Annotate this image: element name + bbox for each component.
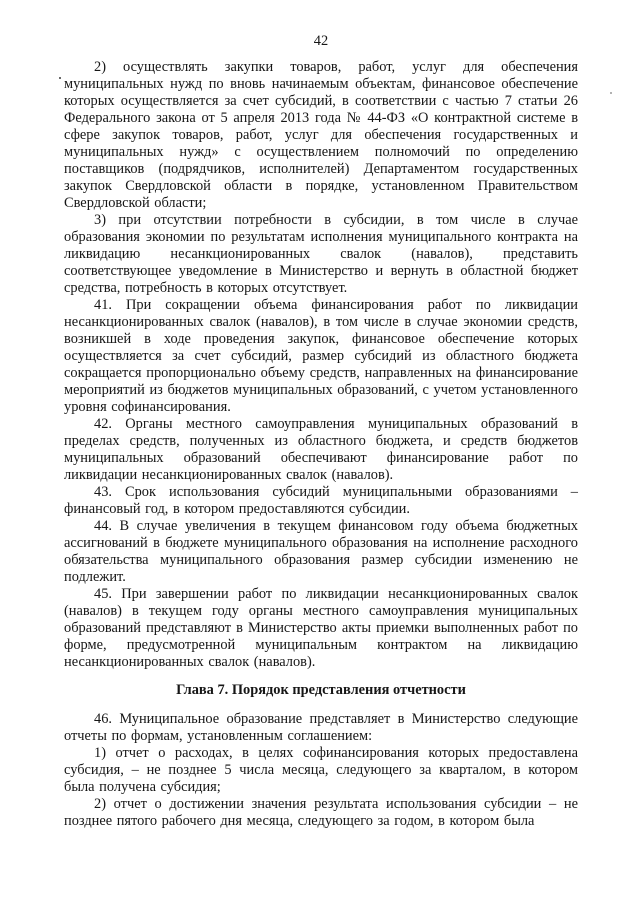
chapter-7-heading: Глава 7. Порядок представления отчетности (176, 682, 466, 698)
paragraph-46: 46. Муниципальное образование представляет в Министерство следующие отчеты по формам, установленным соглашением: (64, 711, 578, 744)
document-body (64, 59, 578, 830)
paragraph-subitem-3: 3) при отсутствии потребности в субсидии, в том числе в случае образования экономии по результатам исполнения муниципального контракта на ликвидацию несанкционированных свалок (навалов), представить соответствующее уведомление в Министерство и вернуть в областной бюджет средства, потребность в которых отсутствует. (64, 212, 578, 296)
paragraph-44: 44. В случае увеличения в текущем финансовом году объема бюджетных ассигнований в бюджете муниципального образования на исполнение расходного обязательства муниципального образования размер субсидии изменению не подлежит. (64, 518, 578, 585)
page-number: 42 (313, 33, 329, 49)
paragraph-subitem-2: 2) осуществлять закупки товаров, работ, услуг для обеспечения муниципальных нужд по вновь начинаемым объектам, финансовое обеспечение которых осуществляется за счет субсидий, в соответствии с частью 7 статьи 26 Федерального закона от 5 апреля 2013 года № 44-ФЗ «О контрактной системе в сфере закупок товаров, работ, услуг для обеспечения государственных и муниципальных нужд» с осуществлением полномочий по определению поставщиков (подрядчиков, исполнителей) Департаментом государственных закупок Свердловской области в порядке, установленном Правительством Свердловской области; (64, 59, 578, 211)
scan-speck (610, 92, 612, 94)
paragraph-43: 43. Срок использования субсидий муниципальными образованиями – финансовый год, в котором предоставляются субсидии. (64, 484, 578, 517)
paragraph-report-1: 1) отчет о расходах, в целях софинансирования которых предоставлена субсидия, – не позднее 5 числа месяца, следующего за кварталом, в котором была получена субсидия; (64, 745, 578, 795)
paragraph-report-2: 2) отчет о достижении значения результата использования субсидии – не позднее пятого рабочего дня месяца, следующего за годом, в котором была (64, 796, 578, 829)
scan-speck (59, 77, 61, 79)
paragraph-45: 45. При завершении работ по ликвидации несанкционированных свалок (навалов) в текущем году органы местного самоуправления муниципальных образований представляют в Министерство акты приемки выполненных работ по форме, предусмотренной муниципальным контрактом на ликвидацию несанкционированных свалок (навалов). (64, 586, 578, 670)
paragraph-42: 42. Органы местного самоуправления муниципальных образований в пределах средств, полученных из областного бюджета, и средств бюджетов муниципальных образований обеспечивают финансирование работ по ликвидации несанкционированных свалок (навалов). (64, 416, 578, 483)
paragraph-41: 41. При сокращении объема финансирования работ по ликвидации несанкционированных свалок (навалов), в том числе в случае экономии средств, возникшей в ходе проведения закупок, финансовое обеспечение которых осуществляется за счет субсидий, размер субсидий из областного бюджета сокращается пропорционально объему средств, направленных на финансирование мероприятий из бюджетов муниципальных образований, с учетом установленного уровня софинансирования. (64, 297, 578, 415)
